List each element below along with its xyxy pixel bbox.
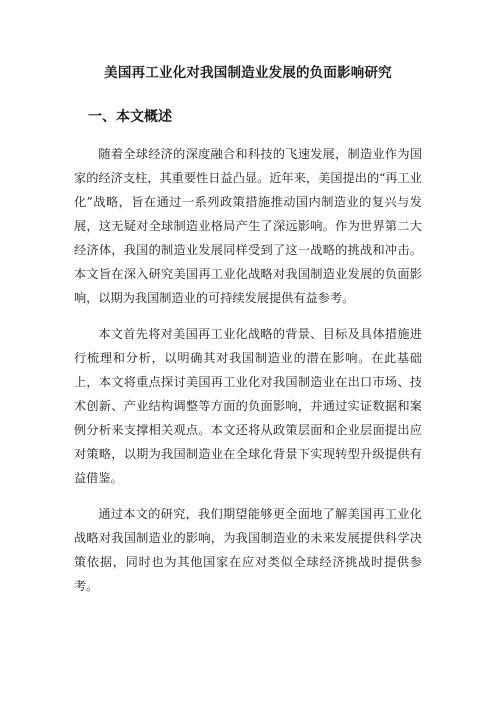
paragraph-1: 随着全球经济的深度融合和科技的飞速发展，制造业作为国家的经济支柱，其重要性日益凸显。近年来，美国提出的“再工业化”战略，旨在通过一系列政策措施推动国内制造业的复兴与发展，这无疑对全球制造业格局产生了深远影响。作为世界第二大经济体，我国的制造业发展同样受到了这一战略的挑战和冲击。本文旨在深入研究美国再工业化战略对我国制造业发展的负面影响，以期为我国制造业的可持续发展提供有益参考。 xyxy=(74,147,422,305)
section-heading: 一、本文概述 xyxy=(88,109,172,125)
paragraph-3: 通过本文的研究，我们期望能够更全面地了解美国再工业化战略对我国制造业的影响，为我国制造业的未来发展提供科学决策依据，同时也为其他国家在应对类似全球经济挑战时提供参考。 xyxy=(74,507,422,593)
body-text xyxy=(74,142,422,610)
document-title: 美国再工业化对我国制造业发展的负面影响研究 xyxy=(104,65,392,81)
paragraph-2: 本文首先将对美国再工业化战略的背景、目标及具体措施进行梳理和分析，以明确其对我国制造业的潜在影响。在此基础上，本文将重点探讨美国再工业化对我国制造业在出口市场、技术创新、产业结构调整等方面的负面影响，并通过实证数据和案例分析来支撑相关观点。本文还将从政策层面和企业层面提出应对策略，以期为我国制造业在全球化背景下实现转型升级提供有益借鉴。 xyxy=(74,327,422,485)
